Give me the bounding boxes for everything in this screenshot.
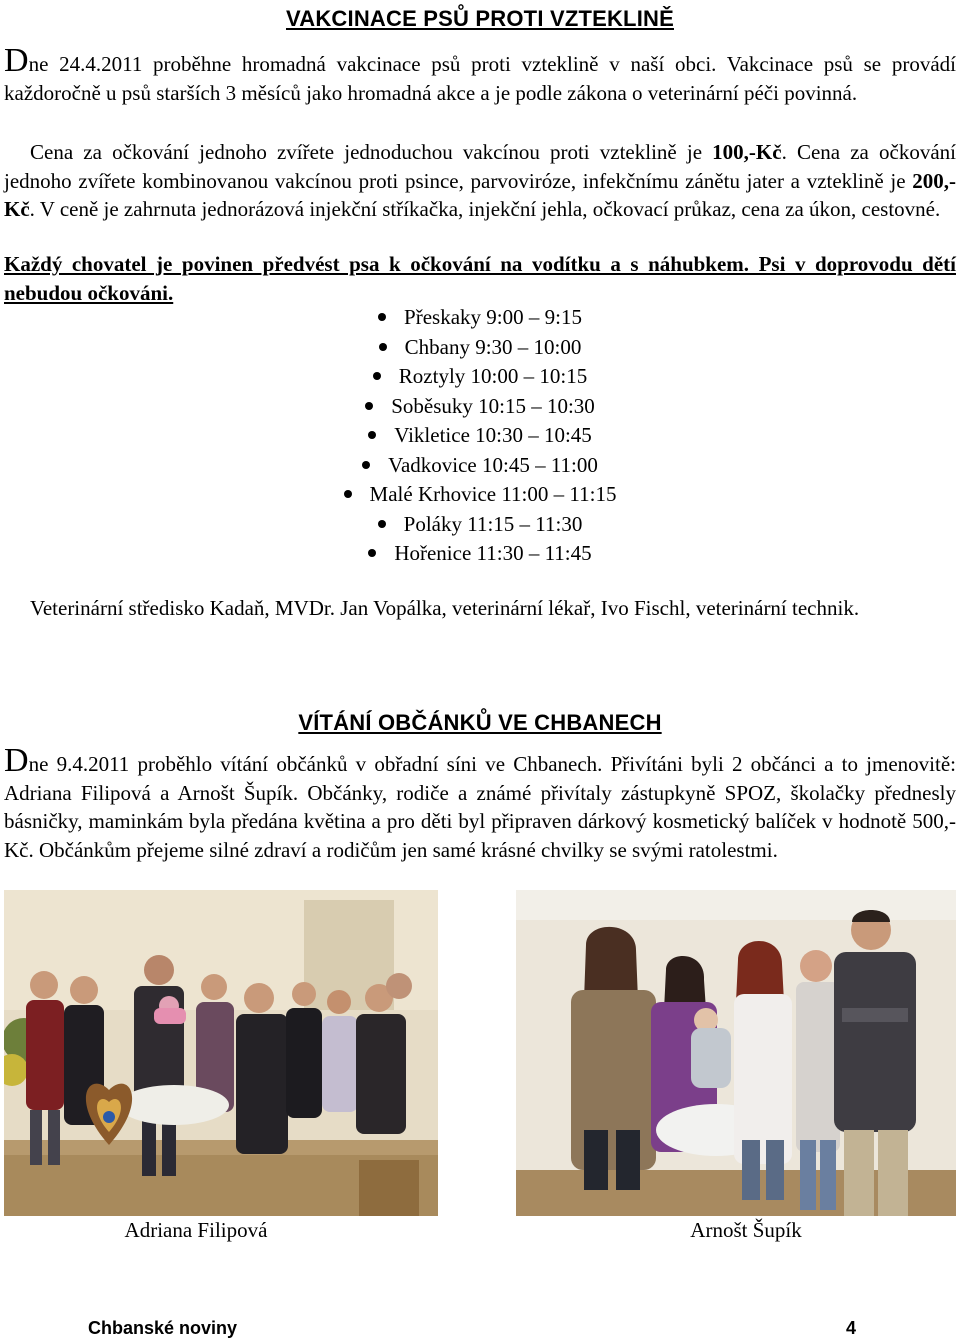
- schedule-item: Chbany 9:30 – 10:00: [0, 333, 960, 363]
- bullet-icon: [373, 372, 381, 380]
- schedule-item: Vadkovice 10:45 – 11:00: [0, 451, 960, 481]
- photo-caption-adriana: Adriana Filipová: [124, 1218, 268, 1242]
- photo-family-supik: [516, 890, 956, 1216]
- vaccination-intro-text: ne 24.4.2011 proběhne hromadná vakcinace psů proti vzteklině v naší obci. Vakcinace psů se provádí každoročně u psů starších 3 měsíců jako hromadná akce a je podle zákona o veterinární péči povinná.: [4, 52, 956, 105]
- schedule-item: Vikletice 10:30 – 10:45: [0, 421, 960, 451]
- bullet-icon: [362, 461, 370, 469]
- price-simple: 100,-Kč: [712, 140, 782, 164]
- photo-caption-arnost: Arnošt Šupík: [690, 1218, 802, 1242]
- veterinary-contact: Veterinární středisko Kadaň, MVDr. Jan Vopálka, veterinární lékař, Ivo Fischl, veterinární technik.: [30, 596, 860, 620]
- vaccination-intro-paragraph: [4, 42, 956, 107]
- publication-name: Chbanské noviny: [88, 1318, 238, 1338]
- schedule-item: Soběsuky 10:15 – 10:30: [0, 392, 960, 422]
- bullet-icon: [344, 490, 352, 498]
- schedule-item: Hořenice 11:30 – 11:45: [0, 539, 960, 569]
- bullet-icon: [379, 343, 387, 351]
- schedule-item: Poláky 11:15 – 11:30: [0, 510, 960, 540]
- drop-cap: D: [4, 42, 29, 79]
- price-text-b: . Cena za očkování jednoho zvířete kombinovanou vakcínou proti psince, parvoviróze, infekčnímu zánětu jater a vzteklině je: [4, 140, 956, 193]
- price-text-a: Cena za očkování jednoho zvířete jednoduchou vakcínou proti vzteklině je: [30, 140, 713, 164]
- schedule-item: Přeskaky 9:00 – 9:15: [0, 303, 960, 333]
- price-text-c: . V ceně je zahrnuta jednorázová injekční stříkačka, injekční jehla, očkovací průkaz, cena za úkon, cestovné.: [29, 197, 941, 221]
- bullet-icon: [365, 402, 373, 410]
- photo-group-ceremony: [4, 890, 438, 1216]
- owner-obligation-notice: Každý chovatel je povinen předvést psa k očkování na vodítku a s náhubkem. Psi v doprovodu dětí nebudou očkováni.: [4, 252, 956, 305]
- drop-cap: D: [4, 742, 29, 779]
- vaccination-price-paragraph: [4, 138, 956, 224]
- vaccination-schedule-list: [0, 303, 960, 569]
- schedule-item: Malé Krhovice 11:00 – 11:15: [0, 480, 960, 510]
- bullet-icon: [378, 313, 386, 321]
- bullet-icon: [378, 520, 386, 528]
- article-title-welcoming: VÍTÁNÍ OBČÁNKŮ VE CHBANECH: [298, 710, 662, 735]
- page-number: 4: [846, 1318, 857, 1338]
- article-title-vaccination: VAKCINACE PSŮ PROTI VZTEKLINĚ: [286, 6, 674, 31]
- bullet-icon: [368, 431, 376, 439]
- bullet-icon: [368, 549, 376, 557]
- price-combined: 200,-Kč: [4, 168, 956, 221]
- schedule-item: Roztyly 10:00 – 10:15: [0, 362, 960, 392]
- welcoming-paragraph: Dne 9.4.2011 proběhlo vítání občánků v obřadní síni ve Chbanech. Přivítáni byli 2 občánci a to jmenovitě: Adriana Filipová a Arnošt Šupík. Občánky, rodiče a známé přivítaly zástupkyně SPOZ, školačky přednesly básničky, maminkám byla předána květina a pro děti byl připraven dárkový kosmetický balíček v hodnotě 500,-Kč. Občánkům přejeme silné zdraví a rodičům jen samé krásné chvilky se svými ratolestmi.: [4, 742, 956, 862]
